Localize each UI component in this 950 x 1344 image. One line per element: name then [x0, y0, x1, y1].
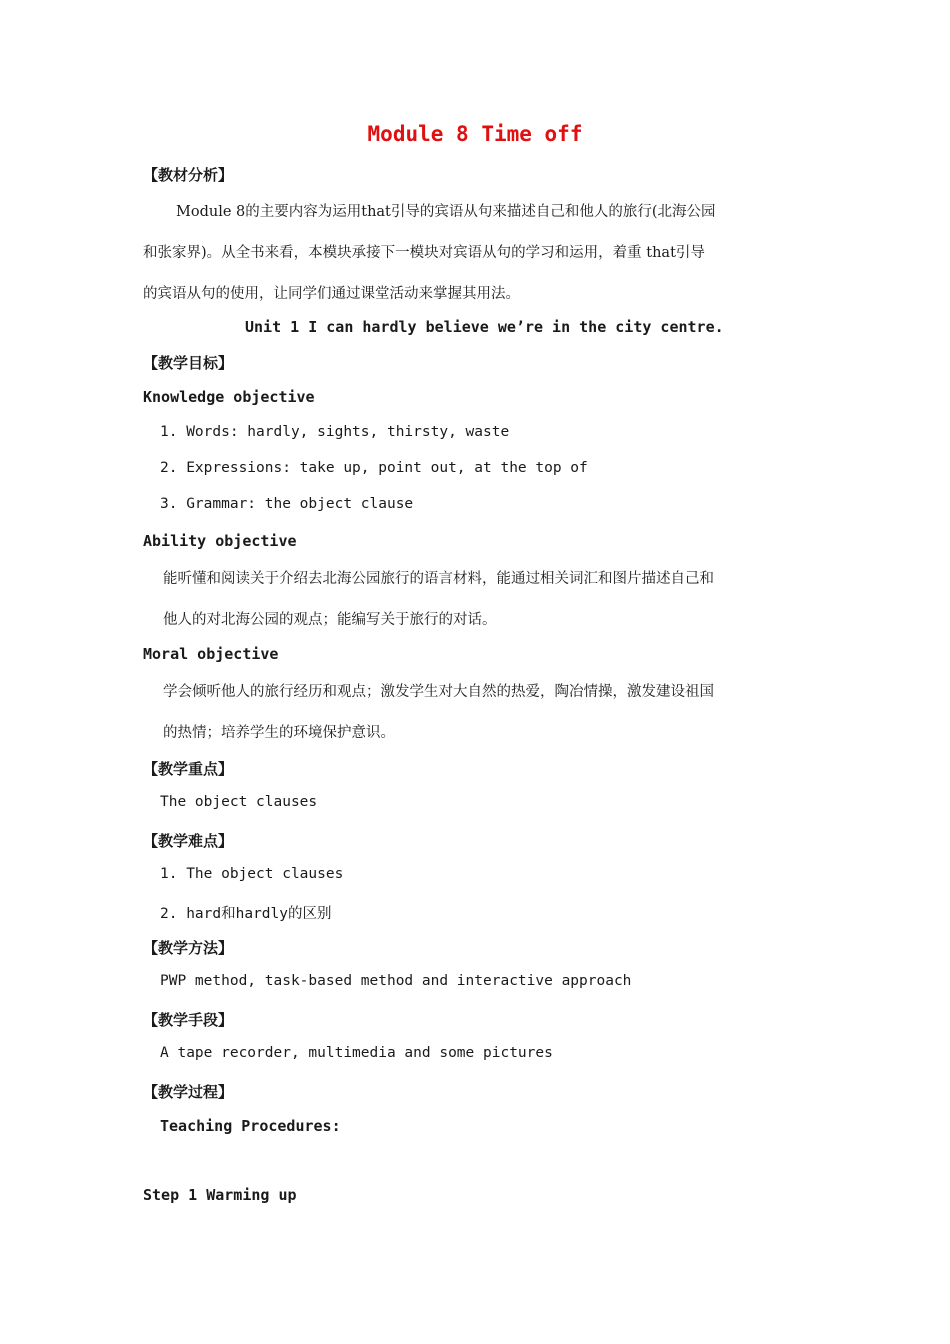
heading-material-analysis: 【教材分析】	[143, 166, 234, 184]
heading-process: 【教学过程】	[143, 1083, 234, 1101]
analysis-line-1: Module 8的主要内容为运用that引导的宾语从句来描述自己和他人的旅行(北海公园	[176, 204, 716, 220]
moral-objective-label: Moral objective	[143, 645, 279, 663]
document-title: Module 8 Time off	[367, 122, 583, 146]
analysis-line-2: 和张家界)。从全书来看，本模块承接下一模块对宾语从句的学习和运用，着重 that引导	[143, 245, 705, 261]
analysis-line-3: 的宾语从句的使用，让同学们通过课堂活动来掌握其用法。	[143, 286, 520, 302]
heading-methods: 【教学方法】	[143, 939, 234, 957]
process-text: Teaching Procedures:	[160, 1117, 341, 1135]
ability-objective-label: Ability objective	[143, 532, 297, 550]
heading-means: 【教学手段】	[143, 1011, 234, 1029]
knowledge-item-2: 2. Expressions: take up, point out, at the top of	[160, 460, 588, 476]
ability-line-1: 能听懂和阅读关于介绍去北海公园旅行的语言材料，能通过相关词汇和图片描述自己和	[163, 571, 714, 587]
key-points-text: The object clauses	[160, 794, 318, 810]
moral-line-1: 学会倾听他人的旅行经历和观点；激发学生对大自然的热爱，陶冶情操，激发建设祖国	[163, 684, 714, 700]
difficult-item-2: 2. hard和hardly的区别	[160, 906, 332, 922]
knowledge-item-1: 1. Words: hardly, sights, thirsty, waste	[160, 424, 510, 440]
moral-line-2: 的热情；培养学生的环境保护意识。	[163, 725, 395, 741]
step-1-heading: Step 1 Warming up	[143, 1186, 297, 1204]
knowledge-item-3: 3. Grammar: the object clause	[160, 496, 414, 512]
heading-difficult-points: 【教学难点】	[143, 832, 234, 850]
methods-text: PWP method, task-based method and interactive approach	[160, 973, 632, 989]
difficult-item-1: 1. The object clauses	[160, 866, 344, 882]
unit-title: Unit 1 I can hardly believe we’re in the city centre.	[245, 318, 724, 336]
heading-objectives: 【教学目标】	[143, 354, 234, 372]
means-text: A tape recorder, multimedia and some pictures	[160, 1045, 553, 1061]
heading-key-points: 【教学重点】	[143, 760, 234, 778]
knowledge-objective-label: Knowledge objective	[143, 388, 315, 406]
ability-line-2: 他人的对北海公园的观点；能编写关于旅行的对话。	[163, 612, 497, 628]
